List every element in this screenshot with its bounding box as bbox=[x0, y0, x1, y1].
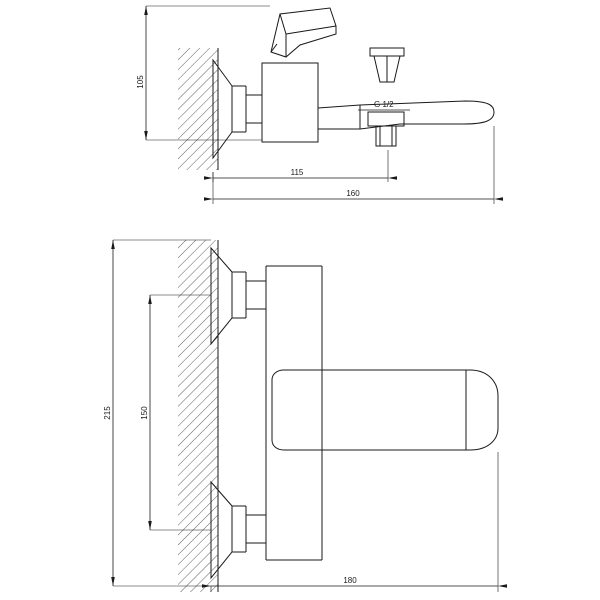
wall-flange bbox=[213, 60, 262, 158]
mixer-body bbox=[262, 63, 318, 142]
dimension-160-label: 160 bbox=[346, 189, 360, 198]
wall-section-hatch-front bbox=[178, 240, 218, 592]
riser-body bbox=[266, 266, 322, 560]
dimension-150-label: 150 bbox=[140, 406, 149, 420]
dimension-115-label: 115 bbox=[290, 168, 304, 177]
side-elevation-view bbox=[136, 6, 494, 204]
front-elevation-view bbox=[103, 240, 498, 592]
dimension-180-label: 180 bbox=[343, 576, 357, 585]
spout-front bbox=[272, 370, 498, 450]
shower-outlet bbox=[368, 112, 404, 146]
thread-callout-label: G 1/2 bbox=[374, 100, 394, 109]
spout bbox=[318, 101, 494, 129]
dimension-215-label: 215 bbox=[103, 406, 112, 420]
dimension-115 bbox=[213, 150, 388, 182]
dimension-160 bbox=[213, 126, 494, 204]
dimension-105-label: 105 bbox=[136, 75, 145, 89]
upper-inlet-flange bbox=[211, 248, 266, 344]
lower-inlet-flange bbox=[211, 482, 266, 578]
lever-handle bbox=[271, 8, 336, 57]
aerator-detail bbox=[370, 48, 404, 82]
dimension-180 bbox=[211, 452, 498, 592]
wall-section-hatch bbox=[178, 48, 218, 170]
